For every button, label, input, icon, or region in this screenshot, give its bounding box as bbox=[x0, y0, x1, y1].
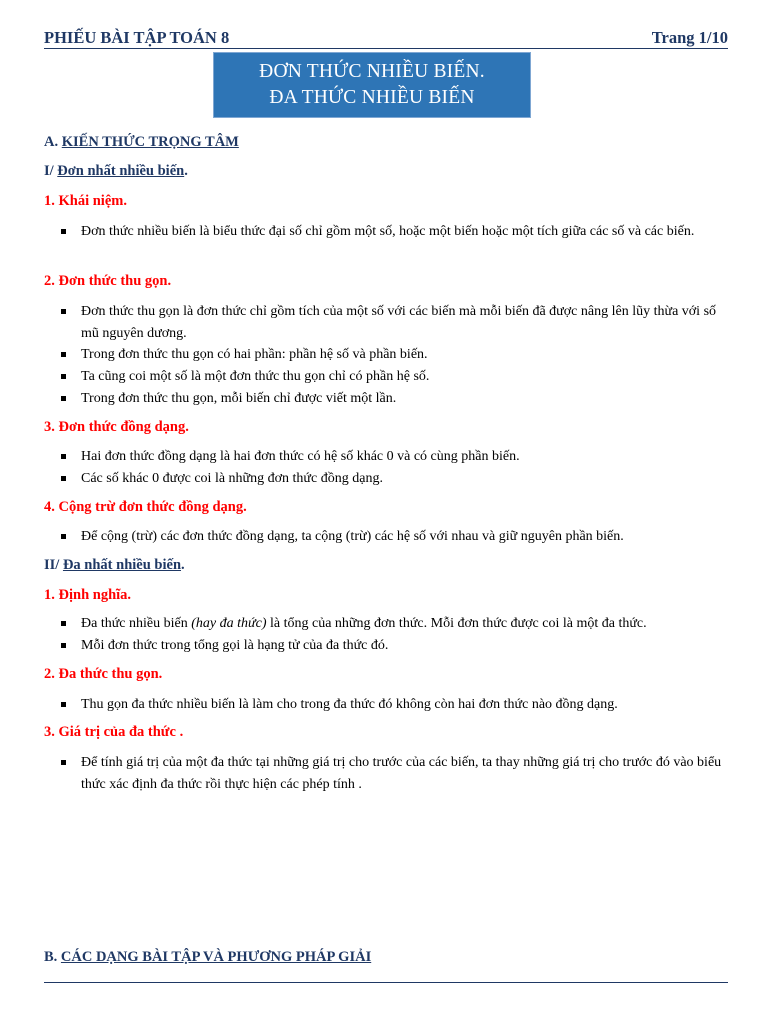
part-ii-prefix: II/ bbox=[44, 557, 60, 573]
bullet-text bbox=[81, 613, 727, 635]
bullet-text: Trong đơn thức thu gọn có hai phần: phần hệ số và phần biến. bbox=[81, 347, 428, 362]
heading-cong-tru-don-thuc: 4. Cộng trừ đơn thức đồng dạng. bbox=[44, 499, 247, 515]
lesson-title-line-1: ĐƠN THỨC NHIỀU BIẾN. bbox=[259, 61, 485, 82]
list-item bbox=[61, 694, 727, 716]
section-a-label: KIẾN THỨC TRỌNG TÂM bbox=[61, 134, 239, 150]
heading-khai-niem: 1. Khái niệm. bbox=[44, 193, 127, 209]
worksheet-title: PHIẾU BÀI TẬP TOÁN 8 bbox=[44, 28, 230, 47]
bullet-text: Để tính giá trị của một đa thức tại những giá trị cho trước của các biến, ta thay những giá trị cho trước đó vào biểu thức xác định đa thức rồi thực hiện các phép tính . bbox=[81, 755, 722, 792]
bullet-marker bbox=[61, 702, 66, 707]
section-a-prefix: A. bbox=[44, 134, 59, 150]
definition-text-start: Đa thức nhiều biến bbox=[81, 616, 192, 631]
heading-da-thuc-thu-gon: 2. Đa thức thu gọn. bbox=[44, 666, 163, 682]
list-item bbox=[61, 388, 727, 410]
bullet-marker bbox=[61, 229, 66, 234]
list-item bbox=[61, 635, 727, 657]
heading-dinh-nghia: 1. Định nghĩa. bbox=[44, 587, 132, 603]
part-ii-label: Đa nhất nhiều biến bbox=[62, 557, 182, 573]
part-i-heading bbox=[44, 163, 188, 180]
bullet-text: Trong đơn thức thu gọn, mỗi biến chỉ được viết một lần. bbox=[81, 391, 397, 406]
bullet-text: Hai đơn thức đồng dạng là hai đơn thức có hệ số khác 0 và có cùng phần biến. bbox=[81, 449, 520, 464]
definition-text-end: là tổng của những đơn thức. Mỗi đơn thức được coi là một đa thức. bbox=[266, 616, 647, 631]
page-header bbox=[44, 28, 728, 48]
list-item bbox=[61, 446, 727, 468]
part-i-label: Đơn nhất nhiều biến bbox=[57, 163, 185, 179]
bullet-marker bbox=[61, 621, 66, 626]
bullet-text: Ta cũng coi một số là một đơn thức thu gọn chỉ có phần hệ số. bbox=[81, 369, 430, 384]
section-b-label: CÁC DẠNG BÀI TẬP VÀ PHƯƠNG PHÁP GIẢI bbox=[60, 949, 372, 965]
section-b-heading bbox=[44, 949, 371, 966]
list-item bbox=[61, 526, 727, 548]
bullet-text: Đơn thức thu gọn là đơn thức chỉ gồm tích của một số với các biến mà mỗi biến đã được nâng lên lũy thừa với số mũ nguyên dương. bbox=[81, 304, 717, 341]
bullet-text: Mỗi đơn thức trong tổng gọi là hạng tử của đa thức đó. bbox=[81, 638, 389, 653]
part-ii-heading bbox=[44, 557, 185, 574]
part-i-prefix: I/ bbox=[44, 163, 54, 179]
section-a-heading bbox=[44, 134, 239, 151]
list-item bbox=[61, 344, 727, 366]
bullet-text: Đơn thức nhiều biến là biểu thức đại số chỉ gồm một số, hoặc một biến hoặc một tích giữa các số và các biến. bbox=[81, 224, 695, 239]
lesson-title-line-2: ĐA THỨC NHIỀU BIẾN bbox=[269, 87, 475, 108]
bullet-text: Để cộng (trừ) các đơn thức đồng dạng, ta cộng (trừ) các hệ số với nhau và giữ nguyên phần biến. bbox=[81, 529, 624, 544]
heading-don-thuc-dong-dang: 3. Đơn thức đồng dạng. bbox=[44, 419, 189, 435]
bullet-marker bbox=[61, 643, 66, 648]
bullet-marker bbox=[61, 534, 66, 539]
bullet-marker bbox=[61, 476, 66, 481]
list-item bbox=[61, 613, 727, 635]
list-item bbox=[61, 366, 727, 388]
list-item bbox=[61, 752, 727, 795]
part-ii-suffix: . bbox=[181, 557, 185, 573]
part-i-suffix: . bbox=[184, 163, 188, 179]
bullet-marker bbox=[61, 396, 66, 401]
list-item bbox=[61, 221, 727, 243]
bullet-marker bbox=[61, 760, 66, 765]
bullet-marker bbox=[61, 374, 66, 379]
bullet-text: Các số khác 0 được coi là những đơn thức đồng dạng. bbox=[81, 471, 383, 486]
section-b-prefix: B. bbox=[44, 949, 58, 965]
heading-don-thuc-thu-gon: 2. Đơn thức thu gọn. bbox=[44, 273, 172, 289]
heading-gia-tri-da-thuc: 3. Giá trị của đa thức . bbox=[44, 724, 184, 740]
definition-italic-note: (hay đa thức) bbox=[191, 616, 267, 631]
bullet-text: Thu gọn đa thức nhiều biến là làm cho trong đa thức đó không còn hai đơn thức nào đồng dạng. bbox=[81, 697, 618, 712]
page-number: Trang 1/10 bbox=[651, 28, 728, 47]
bullet-marker bbox=[61, 454, 66, 459]
list-item bbox=[61, 468, 727, 490]
header-rule bbox=[44, 48, 728, 49]
lesson-title-box bbox=[213, 52, 531, 118]
list-item bbox=[61, 301, 727, 344]
bullet-marker bbox=[61, 352, 66, 357]
footer-rule bbox=[44, 982, 728, 983]
bullet-marker bbox=[61, 309, 66, 314]
